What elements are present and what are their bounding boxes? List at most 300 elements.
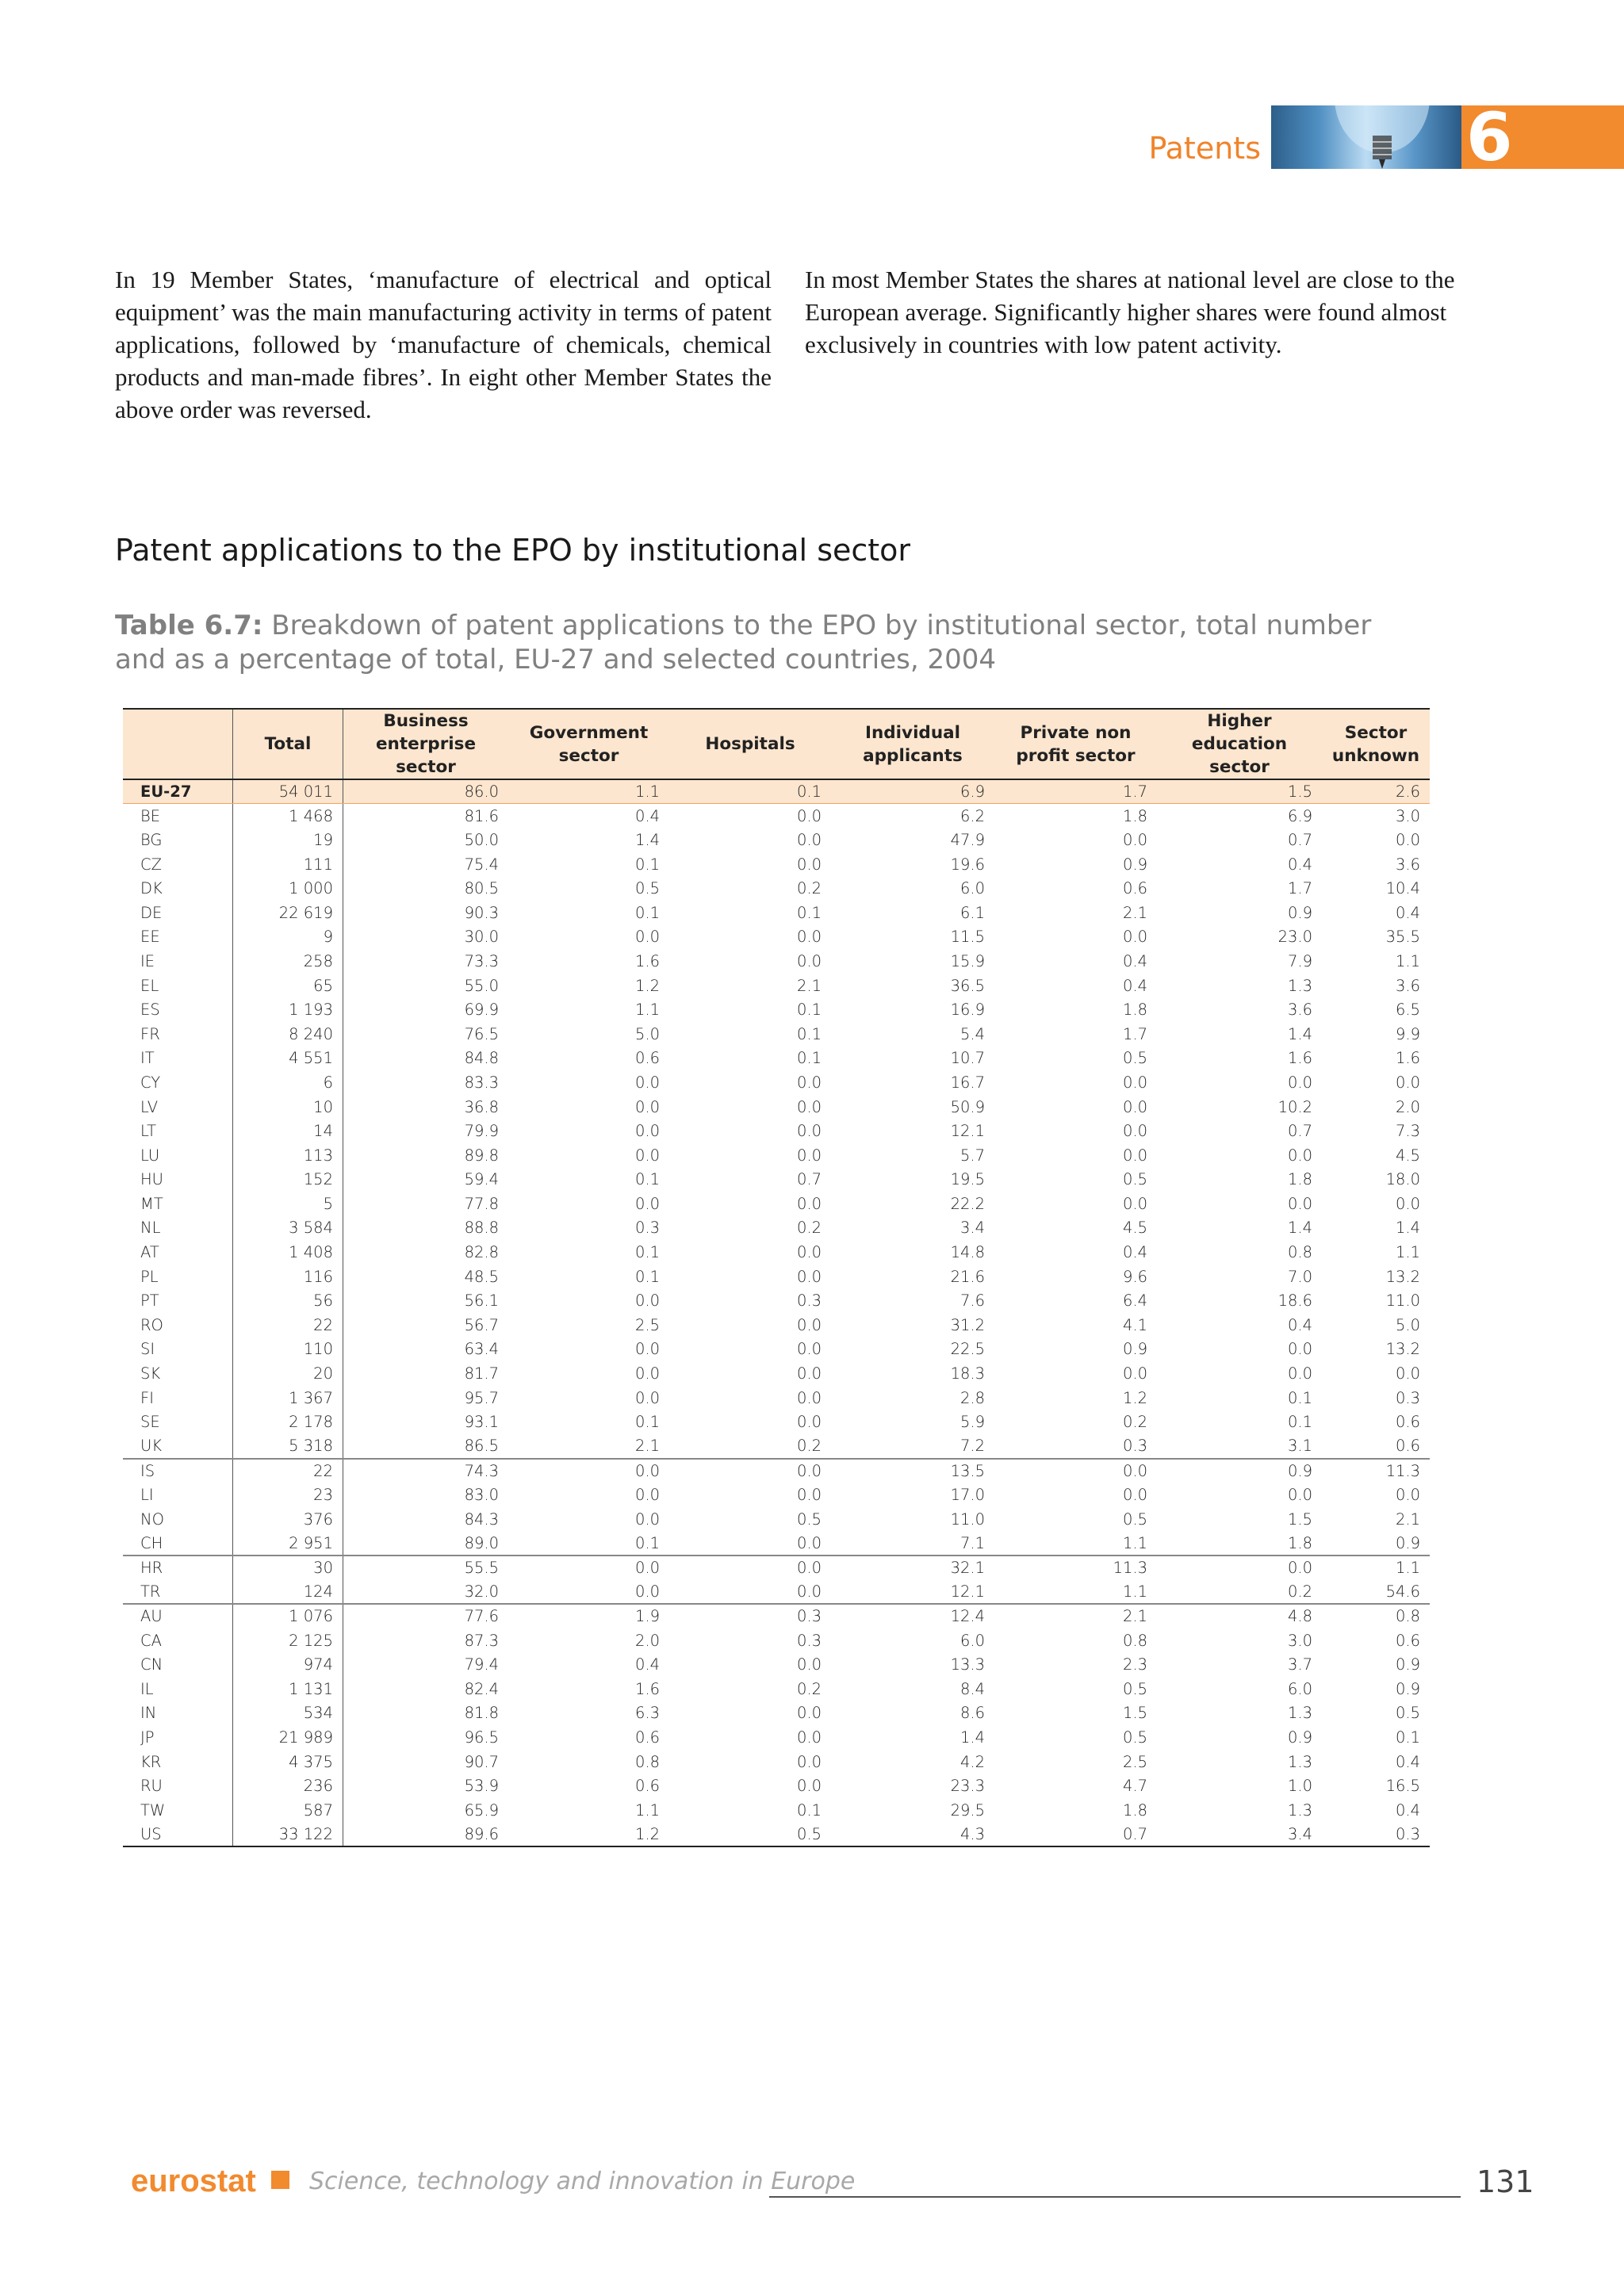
table-cell: 0.0 (634, 1486, 660, 1505)
table-cell: 1.8 (1122, 1800, 1147, 1820)
table-cell: 0.0 (634, 1073, 660, 1092)
table-cell: 10 (233, 1095, 343, 1119)
table-cell: 77.8 (464, 1194, 499, 1213)
table-cell: 0.1 (1395, 1728, 1420, 1747)
row-country-code: CZ (123, 852, 233, 877)
table-cell: 11.3 (1322, 1459, 1430, 1483)
table-cell: 77.6 (343, 1604, 509, 1628)
table-cell: 54 011 (233, 779, 343, 804)
table-cell: 1.6 (634, 1679, 660, 1698)
table-cell: 88.8 (464, 1219, 499, 1238)
table-cell: 9 (233, 925, 343, 950)
table-cell: 17.0 (950, 1486, 985, 1505)
table-cell: 63.4 (464, 1340, 499, 1359)
table-row (123, 1337, 1430, 1362)
table-cell: 4.7 (1122, 1777, 1147, 1796)
table-cell: 0.0 (796, 1194, 822, 1213)
table-row (123, 1774, 1430, 1798)
table-row (123, 1070, 1430, 1095)
row-country-code: HR (123, 1556, 233, 1580)
table-cell: 0.1 (796, 903, 822, 922)
section-title: Patent applications to the EPO by institutional sector (115, 533, 911, 568)
table-cell: 10.2 (1277, 1097, 1312, 1116)
table-cell: 1.4 (1287, 1024, 1312, 1043)
table-cell: 6.0 (1287, 1679, 1312, 1698)
table-cell: 2 951 (233, 1531, 343, 1556)
table-cell: 0.0 (1122, 1146, 1147, 1165)
table-cell: 4.5 (1122, 1219, 1147, 1238)
table-cell: 0.1 (796, 1800, 822, 1820)
table-cell: 5 318 (233, 1434, 343, 1459)
table-cell: 1.3 (1287, 976, 1312, 995)
section-label: Patents (1148, 131, 1261, 166)
table-cell: 13.3 (950, 1655, 985, 1674)
table-cell: 0.0 (796, 1073, 822, 1092)
table-cell: 6 (233, 1070, 343, 1095)
table-row (123, 1386, 1430, 1410)
table-cell: 0.0 (634, 1510, 660, 1529)
table-cell: 1.1 (1395, 1243, 1420, 1262)
table-row (123, 1750, 1430, 1774)
table-cell: 1.1 (508, 779, 669, 804)
table-cell: 13.2 (1385, 1267, 1420, 1286)
row-country-code: NL (123, 1216, 233, 1241)
table-cell: 3 584 (233, 1216, 343, 1241)
table-cell: 3.6 (1395, 976, 1420, 995)
table-row (123, 1604, 1430, 1628)
row-country-code: CH (123, 1531, 233, 1556)
row-country-code: CN (123, 1652, 233, 1677)
table-cell: 0.6 (1395, 1413, 1420, 1432)
table-row (123, 1168, 1430, 1192)
table-cell: 110 (233, 1337, 343, 1362)
table-cell: 0.0 (1395, 1364, 1420, 1383)
table-cell: 14.8 (950, 1243, 985, 1262)
table-cell: 20 (233, 1361, 343, 1386)
row-country-code: AU (123, 1604, 233, 1628)
row-country-code: IT (123, 1047, 233, 1071)
table-cell: 0.0 (796, 855, 822, 874)
table-cell: 30.0 (464, 928, 499, 947)
table-cell: 1.7 (1287, 879, 1312, 898)
table-cell: 59.4 (464, 1170, 499, 1189)
table-cell: 12.1 (950, 1582, 985, 1601)
table-cell: 0.1 (634, 1413, 660, 1432)
table-cell: 2.6 (1322, 779, 1430, 804)
table-cell: 16.9 (950, 1001, 985, 1020)
row-country-code: KR (123, 1750, 233, 1774)
table-cell: 0.4 (1395, 1800, 1420, 1820)
table-cell: 1.5 (1122, 1704, 1147, 1723)
intro-paragraph-right: In most Member States the shares at national level are close to the European average. Significantly higher shares were found almost exclusively in countries with low patent activity. (805, 266, 1455, 358)
table-cell: 22 (233, 1459, 343, 1483)
table-cell: 5 (233, 1192, 343, 1216)
row-country-code: FR (123, 1022, 233, 1047)
table-cell: 3.1 (1287, 1437, 1312, 1456)
table-cell: 5.7 (959, 1146, 985, 1165)
table-cell: 1 468 (233, 804, 343, 828)
table-cell: 19 (233, 828, 343, 852)
table-cell: 0.0 (796, 1340, 822, 1359)
table-cell: 0.1 (634, 1533, 660, 1552)
table-row (123, 1047, 1430, 1071)
table-row (123, 1556, 1430, 1580)
table-row (123, 1216, 1430, 1241)
table-cell: 1 131 (233, 1677, 343, 1701)
table-cell: 0.0 (1122, 1364, 1147, 1383)
table-cell: 0.1 (796, 1049, 822, 1068)
table-cell: 90.3 (464, 903, 499, 922)
table-cell: 0.0 (994, 1459, 1157, 1483)
table-cell: 79.9 (464, 1122, 499, 1141)
table-cell: 95.7 (464, 1388, 499, 1407)
table-cell: 0.5 (1122, 1728, 1147, 1747)
table-cell: 0.1 (634, 855, 660, 874)
row-country-code: SI (123, 1337, 233, 1362)
table-cell: 1.1 (1395, 951, 1420, 970)
table-cell: 0.6 (1395, 1631, 1420, 1650)
table-cell: 534 (233, 1701, 343, 1726)
table-cell: 80.5 (464, 879, 499, 898)
table-row (123, 1119, 1430, 1143)
table-cell: 1.0 (1287, 1777, 1312, 1796)
table-cell: 1.8 (1287, 1533, 1312, 1552)
table-cell: 1.4 (1395, 1219, 1420, 1238)
table-row (123, 1483, 1430, 1507)
table-cell: 1.9 (508, 1604, 669, 1628)
table-cell: 2.8 (959, 1388, 985, 1407)
table-cell: 1.8 (1122, 1001, 1147, 1020)
table-cell: 18.0 (1385, 1170, 1420, 1189)
table-cell: 0.0 (796, 1582, 822, 1601)
table-cell: 0.2 (796, 1437, 822, 1456)
table-cell: 79.4 (464, 1655, 499, 1674)
table-row (123, 1580, 1430, 1605)
table-cell: 1.3 (1287, 1800, 1312, 1820)
table-cell: 1.6 (634, 951, 660, 970)
table-cell: 0.0 (796, 1655, 822, 1674)
table-cell: 0.9 (1122, 1340, 1147, 1359)
table-cell: 0.0 (634, 1364, 660, 1383)
table-cell: 0.8 (634, 1752, 660, 1771)
table-cell: 7.6 (959, 1292, 985, 1311)
footer-divider (769, 2196, 1461, 2198)
table-cell: 0.0 (1287, 1486, 1312, 1505)
table-cell: 0.0 (634, 928, 660, 947)
table-cell: 0.0 (1122, 1122, 1147, 1141)
table-cell: 4.1 (1122, 1315, 1147, 1334)
table-cell: 1.1 (1122, 1533, 1147, 1552)
table-cell: 10.7 (950, 1049, 985, 1068)
table-cell: 3.0 (1287, 1631, 1312, 1650)
row-country-code: UK (123, 1434, 233, 1459)
table-cell: 23 (233, 1483, 343, 1507)
table-cell: 14 (233, 1119, 343, 1143)
table-cell: 13.5 (831, 1459, 994, 1483)
table-row (123, 974, 1430, 998)
row-country-code: MT (123, 1192, 233, 1216)
table-cell: 0.8 (1122, 1631, 1147, 1650)
table-cell: 86.5 (464, 1437, 499, 1456)
table-row (123, 1192, 1430, 1216)
table-cell: 0.1 (634, 903, 660, 922)
table-cell: 0.0 (796, 951, 822, 970)
table-cell: 76.5 (464, 1024, 499, 1043)
table-caption-label: Table 6.7: (115, 610, 263, 641)
row-country-code: RO (123, 1313, 233, 1337)
table-cell: 8 240 (233, 1022, 343, 1047)
table-row (123, 1628, 1430, 1653)
table-cell: 75.4 (464, 855, 499, 874)
row-country-code: AT (123, 1240, 233, 1265)
table-cell: 0.0 (796, 1704, 822, 1723)
table-cell: 6.2 (959, 806, 985, 825)
row-country-code: SE (123, 1410, 233, 1434)
lightbulb-banner-image (1271, 105, 1461, 169)
table-cell: 9.6 (1122, 1267, 1147, 1286)
table-row (123, 1823, 1430, 1847)
table-cell: 81.7 (464, 1364, 499, 1383)
table-cell: 56 (233, 1288, 343, 1313)
table-cell: 0.0 (1287, 1340, 1312, 1359)
table-caption-text: Breakdown of patent applications to the EPO by institutional sector, total number and as a percentage of total, EU-27 and selected countries, 2004 (115, 610, 1372, 675)
table-cell: 0.2 (796, 1679, 822, 1698)
row-country-code: PL (123, 1265, 233, 1289)
table-cell: 1.7 (994, 779, 1157, 804)
table-cell: 2.1 (796, 976, 822, 995)
row-country-code: NO (123, 1507, 233, 1532)
table-caption (115, 609, 1415, 677)
table-cell: 2.1 (1395, 1510, 1420, 1529)
table-cell: 0.0 (1122, 830, 1147, 849)
row-country-code: TR (123, 1580, 233, 1605)
table-cell: 22 (233, 1313, 343, 1337)
table-cell: 0.4 (1287, 855, 1312, 874)
table-cell: 55.0 (464, 976, 499, 995)
table-cell: 16.7 (950, 1073, 985, 1092)
table-cell: 116 (233, 1265, 343, 1289)
table-cell: 0.9 (1287, 1728, 1312, 1747)
logo-square-icon (271, 2171, 289, 2189)
table-cell: 1.4 (959, 1728, 985, 1747)
table-cell: 6.5 (1395, 1001, 1420, 1020)
table-cell: 0.0 (796, 1146, 822, 1165)
table-row (123, 1507, 1430, 1532)
table-cell: 81.6 (464, 806, 499, 825)
table-cell: 0.2 (796, 879, 822, 898)
table-cell: 0.0 (1287, 1073, 1312, 1092)
table-cell: 0.0 (1122, 1097, 1147, 1116)
table-cell: 0.0 (796, 1533, 822, 1552)
table-cell: 90.7 (464, 1752, 499, 1771)
table-cell: 0.4 (1287, 1315, 1312, 1334)
table-cell: 0.9 (1122, 855, 1147, 874)
table-cell: 31.2 (950, 1315, 985, 1334)
table-cell: 1.1 (1122, 1582, 1147, 1601)
row-country-code: LU (123, 1143, 233, 1168)
table-row (123, 1677, 1430, 1701)
row-country-code: BE (123, 804, 233, 828)
header-sector-unknown: Sector unknown (1322, 709, 1430, 779)
table-cell: 1.7 (1122, 1024, 1147, 1043)
table-cell: 10.4 (1385, 879, 1420, 898)
table-cell: 55.5 (343, 1556, 509, 1580)
table-cell: 0.0 (1122, 1073, 1147, 1092)
table-cell: 32.1 (831, 1556, 994, 1580)
table-cell: 19.5 (950, 1170, 985, 1189)
table-cell: 0.0 (634, 1388, 660, 1407)
table-cell: 74.3 (343, 1459, 509, 1483)
row-country-code: CY (123, 1070, 233, 1095)
table-cell: 35.5 (1385, 928, 1420, 947)
header-country (123, 709, 233, 779)
table-cell: 87.3 (464, 1631, 499, 1650)
row-country-code: LV (123, 1095, 233, 1119)
row-country-code: JP (123, 1725, 233, 1750)
table-row (123, 876, 1430, 901)
table-cell: 6.9 (831, 779, 994, 804)
patent-sector-table (123, 708, 1430, 1847)
table-cell: 0.6 (1395, 1437, 1420, 1456)
table-cell: 1.8 (1122, 806, 1147, 825)
table-cell: 12.4 (831, 1604, 994, 1628)
table-row (123, 1410, 1430, 1434)
header-government: Government sector (508, 709, 669, 779)
table-cell: 54.6 (1385, 1582, 1420, 1601)
table-cell: 0.8 (1287, 1243, 1312, 1262)
table-cell: 0.0 (796, 1777, 822, 1796)
table-cell: 69.9 (464, 1001, 499, 1020)
table-cell: 1.5 (1157, 779, 1322, 804)
table-cell: 1 408 (233, 1240, 343, 1265)
intro-paragraph-left: In 19 Member States, ‘manufacture of electrical and optical equipment’ was the main manufacturing activity in terms of patent applications, followed by ‘manufacture of chemicals, chemical products and man-made fibres’. In eight other Member States the above order was reversed. (115, 266, 772, 423)
table-cell: 2.5 (634, 1315, 660, 1334)
table-cell: 0.0 (796, 830, 822, 849)
table-cell: 3.0 (1395, 806, 1420, 825)
table-cell: 0.4 (1122, 951, 1147, 970)
table-cell: 89.8 (464, 1146, 499, 1165)
table-row (123, 1095, 1430, 1119)
table-cell: 0.3 (634, 1219, 660, 1238)
table-cell: 82.8 (464, 1243, 499, 1262)
table-cell: 12.1 (950, 1122, 985, 1141)
table-cell: 0.2 (1122, 1413, 1147, 1432)
table-cell: 7.3 (1395, 1122, 1420, 1141)
table-cell: 0.0 (634, 1340, 660, 1359)
table-cell: 0.0 (796, 1728, 822, 1747)
table-cell: 1.1 (1322, 1556, 1430, 1580)
table-cell: 258 (233, 949, 343, 974)
table-cell: 56.1 (464, 1292, 499, 1311)
table-cell: 1.1 (634, 1800, 660, 1820)
table-cell: 0.0 (634, 1097, 660, 1116)
table-cell: 152 (233, 1168, 343, 1192)
table-row (123, 828, 1430, 852)
table-cell: 2 125 (233, 1628, 343, 1653)
table-row (123, 1143, 1430, 1168)
row-country-code: IE (123, 949, 233, 974)
row-country-code: US (123, 1823, 233, 1847)
table-cell: 8.6 (959, 1704, 985, 1723)
table-cell: 1 193 (233, 997, 343, 1022)
table-cell: 0.0 (508, 1556, 669, 1580)
table-cell: 0.1 (1287, 1388, 1312, 1407)
table-cell: 0.0 (796, 928, 822, 947)
row-country-code: LT (123, 1119, 233, 1143)
table-cell: 0.4 (1122, 1243, 1147, 1262)
table-cell: 2 178 (233, 1410, 343, 1434)
page-number: 131 (1477, 2164, 1534, 2199)
table-cell: 3.4 (1157, 1823, 1322, 1847)
table-cell: 0.0 (1287, 1364, 1312, 1383)
table-header-row (123, 709, 1430, 779)
row-country-code: CA (123, 1628, 233, 1653)
row-country-code: IN (123, 1701, 233, 1726)
table-cell: 0.0 (1287, 1194, 1312, 1213)
table-cell: 1.2 (508, 1823, 669, 1847)
table-cell: 96.5 (464, 1728, 499, 1747)
table-cell: 22 619 (233, 901, 343, 925)
table-cell: 0.0 (796, 806, 822, 825)
table-cell: 7.0 (1287, 1267, 1312, 1286)
table-cell: 0.5 (634, 879, 660, 898)
table-cell: 3.7 (1287, 1655, 1312, 1674)
table-cell: 0.0 (796, 1388, 822, 1407)
table-cell: 0.3 (796, 1631, 822, 1650)
table-cell: 1.8 (1287, 1170, 1312, 1189)
table-cell: 0.8 (1322, 1604, 1430, 1628)
row-country-code: EU-27 (123, 779, 233, 804)
table-cell: 0.5 (1122, 1510, 1147, 1529)
row-country-code: SK (123, 1361, 233, 1386)
table-row (123, 1459, 1430, 1483)
table-cell: 36.5 (950, 976, 985, 995)
table-cell: 0.3 (1122, 1437, 1147, 1456)
table-cell: 3.6 (1395, 855, 1420, 874)
table-cell: 0.0 (1395, 1194, 1420, 1213)
table-row (123, 1313, 1430, 1337)
table-cell: 8.4 (959, 1679, 985, 1698)
table-cell: 84.3 (464, 1510, 499, 1529)
table-cell: 0.7 (796, 1170, 822, 1189)
table-cell: 0.0 (1395, 1486, 1420, 1505)
table-cell: 113 (233, 1143, 343, 1168)
table-cell: 83.0 (464, 1486, 499, 1505)
table-row (123, 1701, 1430, 1726)
table-cell: 0.0 (634, 1292, 660, 1311)
row-country-code: IL (123, 1677, 233, 1701)
table-cell: 36.8 (464, 1097, 499, 1116)
table-cell: 0.2 (1287, 1582, 1312, 1601)
table-cell: 9.9 (1395, 1024, 1420, 1043)
table-cell: 11.5 (950, 928, 985, 947)
table-cell: 0.4 (634, 1655, 660, 1674)
eurostat-logo: eurostat (131, 2164, 256, 2198)
chapter-number-badge: 6 (1461, 105, 1624, 169)
table-cell: 0.0 (796, 1364, 822, 1383)
table-cell: 81.8 (464, 1704, 499, 1723)
table-cell: 1.4 (1287, 1219, 1312, 1238)
table-cell: 0.9 (1287, 903, 1312, 922)
table-body (123, 779, 1430, 1846)
table-cell: 4.2 (959, 1752, 985, 1771)
table-cell: 6.4 (1122, 1292, 1147, 1311)
table-cell: 0.0 (1157, 1556, 1322, 1580)
table-cell: 18.6 (1277, 1292, 1312, 1311)
table-cell: 11.3 (994, 1556, 1157, 1580)
table-cell: 0.0 (1122, 928, 1147, 947)
table-cell: 56.7 (464, 1315, 499, 1334)
